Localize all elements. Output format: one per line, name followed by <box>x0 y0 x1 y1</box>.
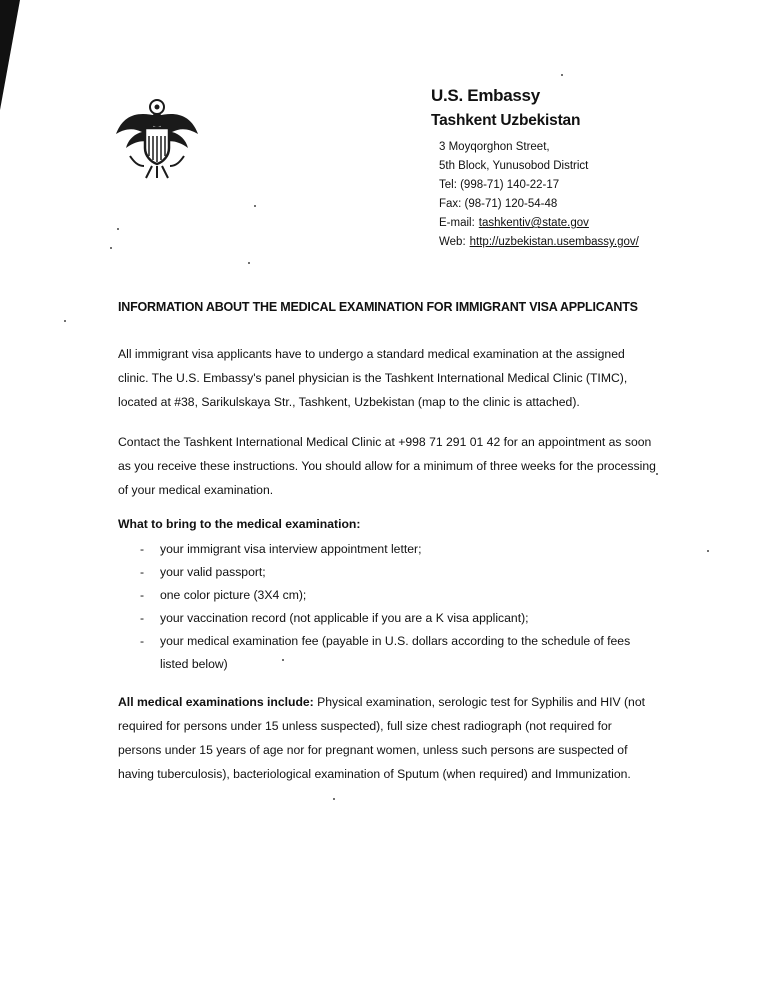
bring-list-heading: What to bring to the medical examination: <box>118 517 361 531</box>
bring-item <box>118 584 658 607</box>
scan-speck <box>110 247 112 249</box>
email-label: E-mail: <box>439 217 475 229</box>
scan-speck <box>707 550 709 552</box>
web-label: Web: <box>439 236 466 248</box>
paragraph-exam-contents <box>118 690 658 786</box>
scan-speck <box>282 659 284 661</box>
exam-contents-lead: All medical examinations include: <box>118 695 314 709</box>
eagle-seal-icon <box>112 96 202 180</box>
scan-speck <box>561 74 563 76</box>
paragraph-appointment: Contact the Tashkent International Medical Clinic at +998 71 291 01 42 for an appointment as soon as you receive these instructions. You should allow for a minimum of three weeks for the processing of your medical examination. <box>118 435 656 497</box>
email-row <box>439 214 751 233</box>
bullet-dash: - <box>140 542 145 556</box>
scan-speck <box>333 798 335 800</box>
scan-speck <box>254 205 256 207</box>
bring-item <box>118 538 658 561</box>
web-row <box>439 233 751 252</box>
bring-item-text: your vaccination record (not applicable if you are a K visa applicant); <box>160 611 529 625</box>
document-heading: INFORMATION ABOUT THE MEDICAL EXAMINATION FOR IMMIGRANT VISA APPLICANTS <box>118 300 638 314</box>
bring-item <box>118 630 658 676</box>
bullet-dash: - <box>140 588 145 602</box>
bring-list <box>118 538 658 676</box>
scan-speck <box>248 262 250 264</box>
bring-item-text: your medical examination fee (payable in U.S. dollars according to the schedule of fees listed below) <box>160 634 631 671</box>
bring-item-text: your immigrant visa interview appointment letter; <box>160 542 422 556</box>
scan-speck <box>64 320 66 322</box>
fax: Fax: (98-71) 120-54-48 <box>439 198 558 210</box>
email-link[interactable]: tashkentiv@state.gov <box>478 217 589 229</box>
paragraph-panel-physician: All immigrant visa applicants have to undergo a standard medical examination at the assigned clinic. The U.S. Embassy's panel physician is the Tashkent International Medical Clinic (TIMC), located at #38, Sarikulskaya Str., Tashkent, Uzbekistan (map to the clinic is attached). <box>118 347 628 409</box>
address-line-1: 3 Moyqorghon Street, <box>439 141 550 153</box>
scan-corner-shadow <box>0 0 40 120</box>
bring-item <box>118 561 658 584</box>
embassy-contact-block <box>439 138 751 252</box>
scan-speck <box>656 473 658 475</box>
bullet-dash: - <box>140 611 145 625</box>
bring-item <box>118 607 658 630</box>
scan-speck <box>117 228 119 230</box>
web-link[interactable]: http://uzbekistan.usembassy.gov/ <box>469 236 639 248</box>
bring-item-text: your valid passport; <box>160 565 266 579</box>
exam-contents-text: Physical examination, serologic test for Syphilis and HIV (not required for persons under 15 unless suspected), full size chest radiograph (not required for persons under 15 years of age nor for pregnant women, unless such persons are suspected of having tuberculosis), bacteriological examination of Sputum (when required) and Immunization. <box>118 695 645 781</box>
embassy-letterhead <box>431 86 751 252</box>
embassy-location: Tashkent Uzbekistan <box>431 112 581 129</box>
bullet-dash: - <box>140 565 145 579</box>
telephone: Tel: (998-71) 140-22-17 <box>439 179 560 191</box>
address-line-2: 5th Block, Yunusobod District <box>439 160 589 172</box>
bullet-dash: - <box>140 634 145 648</box>
bring-item-text: one color picture (3X4 cm); <box>160 588 307 602</box>
embassy-title: U.S. Embassy <box>431 86 540 105</box>
